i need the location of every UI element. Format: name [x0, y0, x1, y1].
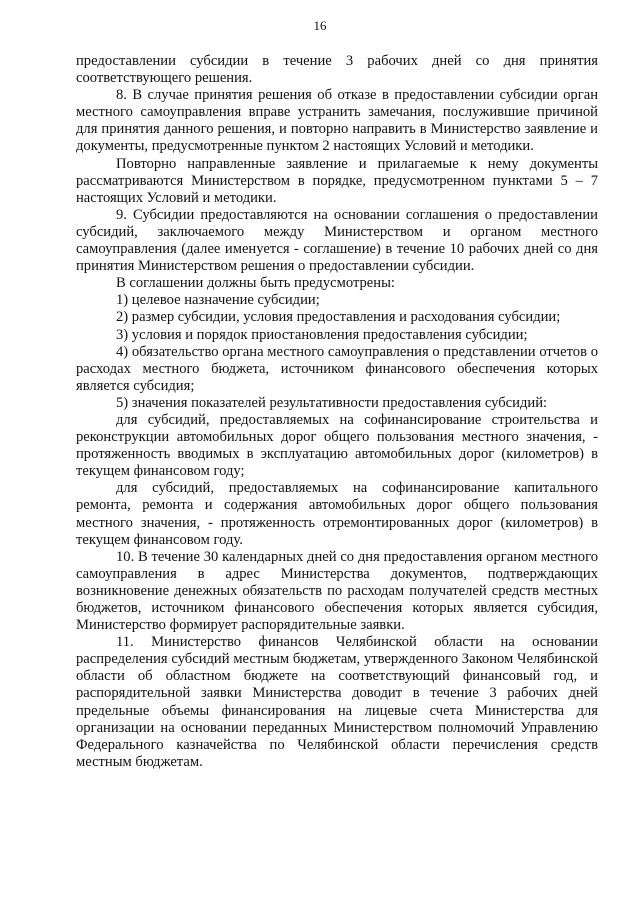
paragraph-item-11: 11. Министерство финансов Челябинской области на основании распределения субсидий местным бюджетам, утвержденного Законом Челябинской области об областном бюджете на соответствующий финансовый год, и распорядительной заявки Министерства доводит в течение 3 рабочих дней предельные объемы финансирования на лицевые счета Министерства для организации на основании переданных Министерством полномочий Управлению Федерального казначейства по Челябинской области перечисления средств местным бюджетам.	[76, 634, 598, 770]
paragraph-item-8: 8. В случае принятия решения об отказе в предоставлении субсидии орган местного самоуправления вправе устранить замечания, послужившие причиной для принятия данного решения, и повторно направить в Министерство заявление и документы, предусмотренные пунктом 2 настоящих Условий и методики.	[76, 87, 598, 155]
page-number: 16	[313, 18, 327, 33]
paragraph-resubmission: Повторно направленные заявление и прилагаемые к нему документы рассматриваются Министерством в порядке, предусмотренном пунктами 5 – 7 настоящих Условий и методики.	[76, 155, 598, 206]
list-item-3: 3) условия и порядок приостановления предоставления субсидии;	[116, 326, 528, 343]
paragraph-continuation: предоставлении субсидии в течение 3 рабочих дней со дня принятия соответствующего решения.	[76, 53, 598, 87]
paragraph-repair-indicator: для субсидий, предоставляемых на софинансирование капитального ремонта, ремонта и содержания автомобильных дорог общего пользования местного значения, - протяженность отремонтированных дорог (километров) в текущем финансовом году.	[76, 480, 598, 548]
list-item-1: 1) целевое назначение субсидии;	[116, 292, 320, 309]
list-item-5: 5) значения показателей результативности предоставления субсидий:	[116, 394, 548, 411]
list-item-2: 2) размер субсидии, условия предоставления и расходования субсидии;	[116, 309, 561, 326]
paragraph-item-9: 9. Субсидии предоставляются на основании соглашения о предоставлении субсидий, заключаемого между Министерством и органом местного самоуправления (далее именуется - соглашение) в течение 10 рабочих дней со дня принятия Министерством решения о предоставлении субсидии.	[76, 206, 598, 275]
paragraph-construction-indicator: для субсидий, предоставляемых на софинансирование строительства и реконструкции автомобильных дорог общего пользования местного значения, - протяженность вводимых в эксплуатацию автомобильных дорог (километров) в текущем финансовом году;	[76, 411, 598, 480]
paragraph-item-10: 10. В течение 30 календарных дней со дня предоставления органом местного самоуправления в адрес Министерства документов, подтверждающих возникновение денежных обязательств по расходам получателей средств местных бюджетов, источником финансового обеспечения которых является субсидия, Министерство формирует распорядительные заявки.	[76, 548, 598, 634]
paragraph-agreement-intro: В соглашении должны быть предусмотрены:	[116, 275, 395, 292]
list-item-4: 4) обязательство органа местного самоуправления о представлении отчетов о расходах местного бюджета, источником финансового обеспечения которых является субсидия;	[76, 343, 598, 394]
document-body	[76, 53, 598, 771]
